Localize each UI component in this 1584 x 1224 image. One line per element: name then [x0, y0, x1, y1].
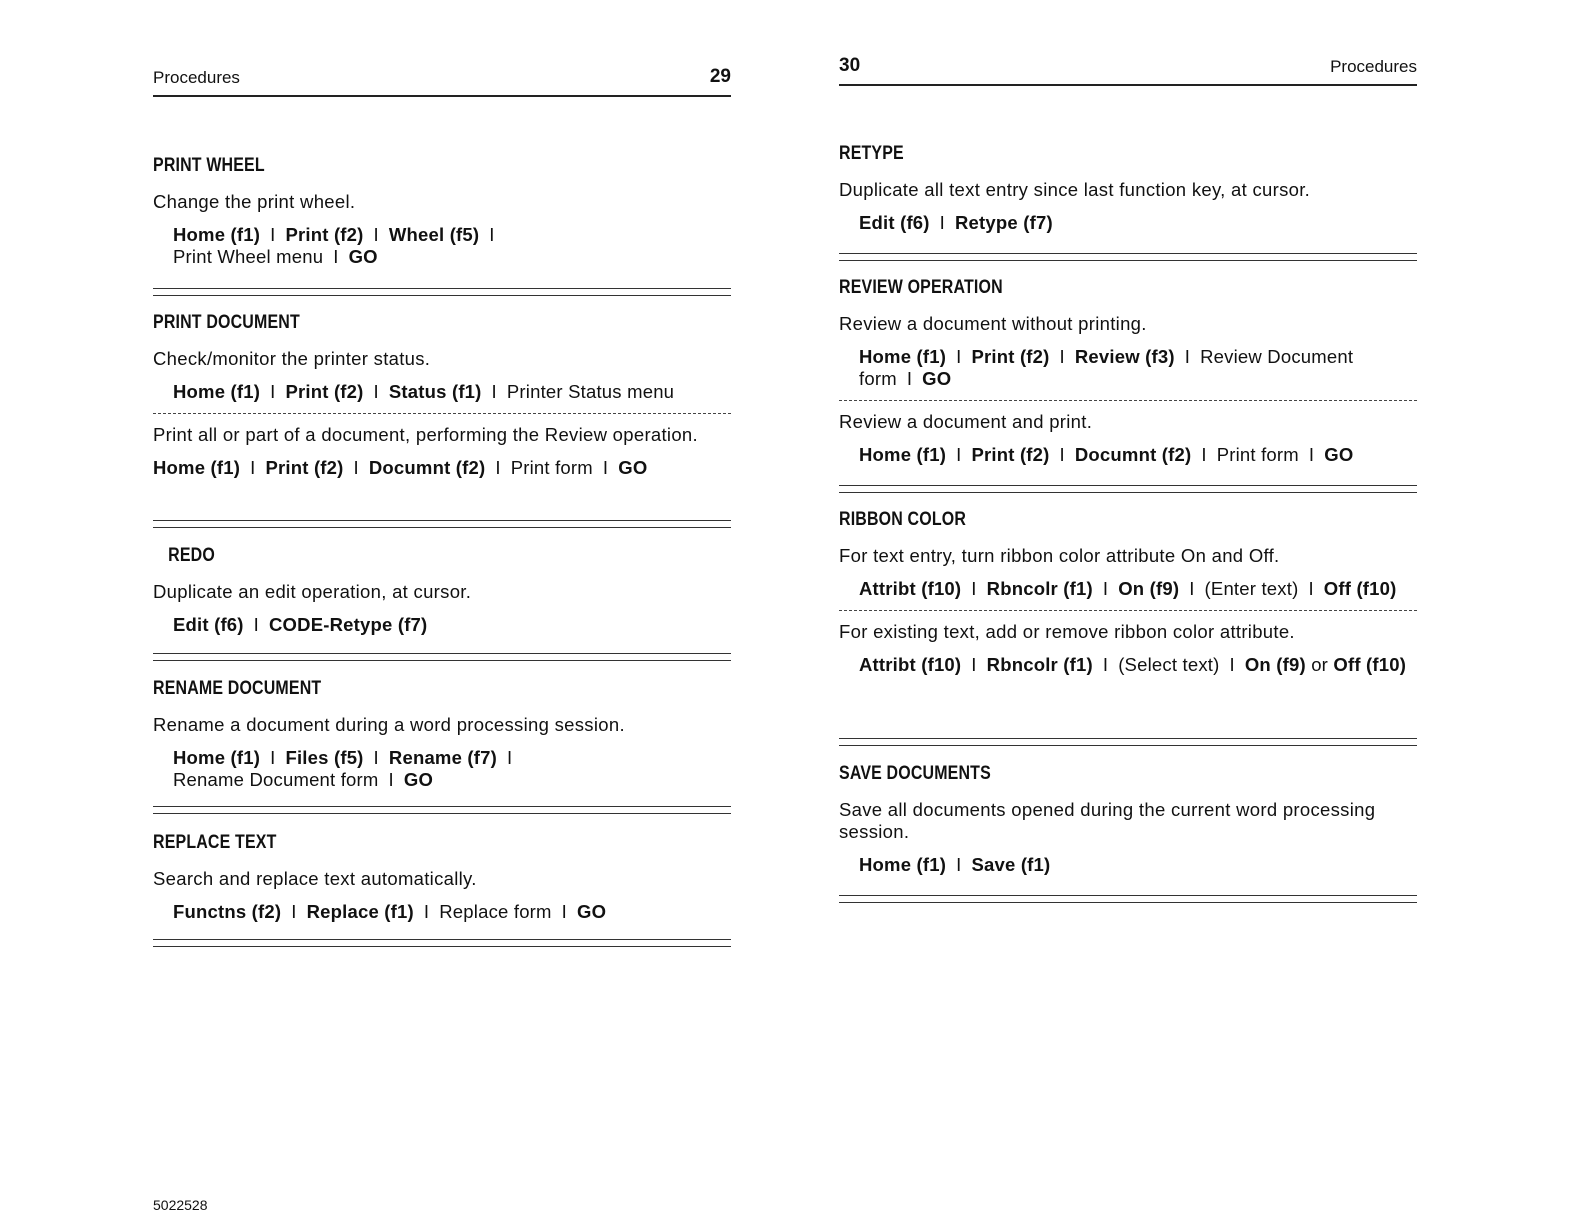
key-go: GO — [922, 368, 952, 389]
page-number: 29 — [709, 66, 731, 87]
separator: I — [270, 381, 276, 402]
separator: I — [1102, 578, 1109, 599]
key-sequence — [859, 578, 1417, 600]
section-divider — [839, 253, 1417, 261]
separator: I — [1184, 346, 1191, 367]
key: Off (f10) — [1323, 578, 1397, 599]
key: Rename (f7) — [388, 747, 497, 768]
action-text: (Enter text) — [1204, 578, 1299, 599]
section-redo — [153, 545, 731, 636]
key: Rbncolr (f1) — [986, 654, 1093, 675]
separator: I — [1102, 654, 1109, 675]
action-text: (Select text) — [1118, 654, 1220, 675]
dashed-divider — [153, 413, 731, 414]
key: Documnt (f2) — [368, 457, 486, 478]
separator: I — [1059, 346, 1065, 367]
section-divider — [153, 806, 731, 814]
section-save-documents — [839, 763, 1417, 876]
separator: I — [270, 747, 276, 768]
section-title: RENAME DOCUMENT — [153, 678, 322, 699]
key: Attribt (f10) — [859, 654, 962, 675]
section-divider — [153, 653, 731, 661]
page-number: 30 — [839, 55, 861, 76]
section-description: Duplicate all text entry since last function key, at cursor. — [839, 179, 1311, 200]
key: Print (f2) — [285, 381, 364, 402]
key: Wheel (f5) — [388, 224, 480, 245]
separator: I — [388, 769, 394, 790]
section-description: For text entry, turn ribbon color attribute On and Off. — [839, 545, 1280, 566]
key: Save (f1) — [971, 854, 1051, 875]
separator: I — [956, 444, 962, 465]
section-description-2: For existing text, add or remove ribbon color attribute. — [839, 621, 1295, 642]
document-code: 5022528 — [153, 1197, 208, 1213]
key: Replace (f1) — [306, 901, 414, 922]
separator: I — [423, 901, 430, 922]
key-sequence-2 — [859, 654, 1417, 676]
separator: I — [1059, 444, 1065, 465]
separator: I — [353, 457, 359, 478]
form-name: Printer Status menu — [506, 381, 675, 402]
section-rename-document — [153, 678, 731, 791]
form-name: Print Wheel menu — [173, 246, 324, 267]
separator: I — [373, 747, 379, 768]
section-replace-text — [153, 832, 731, 923]
section-title: SAVE DOCUMENTS — [839, 763, 991, 784]
key: Home (f1) — [859, 854, 947, 875]
form-name: Print form — [1216, 444, 1299, 465]
section-title: REVIEW OPERATION — [839, 277, 1003, 298]
separator: I — [291, 901, 297, 922]
section-print-document — [153, 312, 731, 479]
running-head — [153, 66, 731, 97]
key-sequence — [859, 212, 1417, 234]
separator: I — [561, 901, 567, 922]
section-divider — [839, 738, 1417, 746]
key: Attribt (f10) — [859, 578, 962, 599]
key-sequence — [859, 346, 1417, 390]
key: CODE-Retype (f7) — [269, 614, 428, 635]
key: Print (f2) — [971, 346, 1050, 367]
key-go: GO — [403, 769, 434, 790]
key-go: GO — [1324, 444, 1354, 465]
separator: I — [956, 854, 962, 875]
key-sequence-2 — [153, 457, 731, 479]
section-description: Duplicate an edit operation, at cursor. — [153, 581, 472, 602]
dashed-divider — [839, 610, 1417, 611]
separator: I — [250, 457, 256, 478]
separator: I — [1189, 578, 1195, 599]
section-retype — [839, 143, 1417, 234]
key: Off (f10) — [1333, 654, 1407, 675]
section-print-wheel — [153, 155, 731, 268]
key-go: GO — [577, 901, 607, 922]
section-title: RETYPE — [839, 143, 904, 164]
section-title: PRINT WHEEL — [153, 155, 265, 176]
section-description: Check/monitor the printer status. — [153, 348, 431, 369]
key: Status (f1) — [388, 381, 482, 402]
separator: I — [1229, 654, 1235, 675]
separator: I — [1308, 578, 1314, 599]
form-name: Review Document form — [859, 346, 1354, 389]
key-sequence — [173, 901, 731, 923]
form-name: Rename Document form — [173, 769, 379, 790]
section-description: Change the print wheel. — [153, 191, 356, 212]
section-ribbon-color — [839, 509, 1417, 676]
key: Rbncolr (f1) — [986, 578, 1093, 599]
separator: I — [373, 381, 379, 402]
section-divider — [153, 939, 731, 947]
key: Print (f2) — [285, 224, 364, 245]
key: Edit (f6) — [859, 212, 930, 233]
separator: I — [333, 246, 339, 267]
key-sequence — [173, 224, 731, 268]
key-sequence — [173, 381, 731, 403]
separator: I — [971, 578, 977, 599]
key: On (f9) — [1244, 654, 1306, 675]
key: Home (f1) — [153, 457, 241, 478]
running-head — [839, 55, 1417, 86]
separator: I — [602, 457, 609, 478]
key: Print (f2) — [265, 457, 344, 478]
section-title: REDO — [168, 545, 215, 566]
header-section: Procedures — [153, 68, 240, 87]
key: Functns (f2) — [173, 901, 282, 922]
key: Edit (f6) — [173, 614, 244, 635]
separator: I — [1308, 444, 1315, 465]
key-sequence — [859, 854, 1417, 876]
separator: I — [506, 747, 513, 768]
section-divider — [839, 485, 1417, 493]
separator: I — [491, 381, 497, 402]
section-description-2: Review a document and print. — [839, 411, 1093, 432]
separator: I — [956, 346, 962, 367]
header-section: Procedures — [1330, 57, 1417, 76]
key: Home (f1) — [859, 346, 947, 367]
key: Retype (f7) — [955, 212, 1053, 233]
separator: I — [906, 368, 913, 389]
separator: I — [270, 224, 276, 245]
section-divider — [153, 288, 731, 296]
separator: I — [253, 614, 259, 635]
key-go: GO — [348, 246, 378, 267]
key-sequence — [173, 614, 731, 636]
section-divider — [153, 520, 731, 528]
key: Documnt (f2) — [1074, 444, 1192, 465]
separator: I — [495, 457, 501, 478]
key-sequence-2 — [859, 444, 1417, 466]
key: Print (f2) — [971, 444, 1050, 465]
section-divider — [839, 895, 1417, 903]
separator: I — [971, 654, 977, 675]
key: Home (f1) — [173, 747, 261, 768]
section-description-2: Print all or part of a document, performing the Review operation. — [153, 424, 698, 445]
separator: I — [489, 224, 495, 245]
key: Home (f1) — [859, 444, 947, 465]
form-name: Replace form — [439, 901, 552, 922]
separator: I — [939, 212, 945, 233]
key: Files (f5) — [285, 747, 364, 768]
section-title: PRINT DOCUMENT — [153, 312, 300, 333]
key: On (f9) — [1118, 578, 1180, 599]
conjunction: or — [1311, 654, 1329, 675]
key: Home (f1) — [173, 224, 261, 245]
section-description: Rename a document during a word processing session. — [153, 714, 625, 735]
section-title: RIBBON COLOR — [839, 509, 967, 530]
section-title: REPLACE TEXT — [153, 832, 277, 853]
key-sequence — [173, 747, 731, 791]
section-description: Search and replace text automatically. — [153, 868, 477, 889]
section-description: Review a document without printing. — [839, 313, 1147, 334]
section-description: Save all documents opened during the current word processing session. — [839, 799, 1376, 842]
separator: I — [1201, 444, 1207, 465]
key: Home (f1) — [173, 381, 261, 402]
form-name: Print form — [510, 457, 593, 478]
dashed-divider — [839, 400, 1417, 401]
key-go: GO — [618, 457, 648, 478]
separator: I — [373, 224, 379, 245]
section-review-operation — [839, 277, 1417, 466]
key: Review (f3) — [1074, 346, 1175, 367]
